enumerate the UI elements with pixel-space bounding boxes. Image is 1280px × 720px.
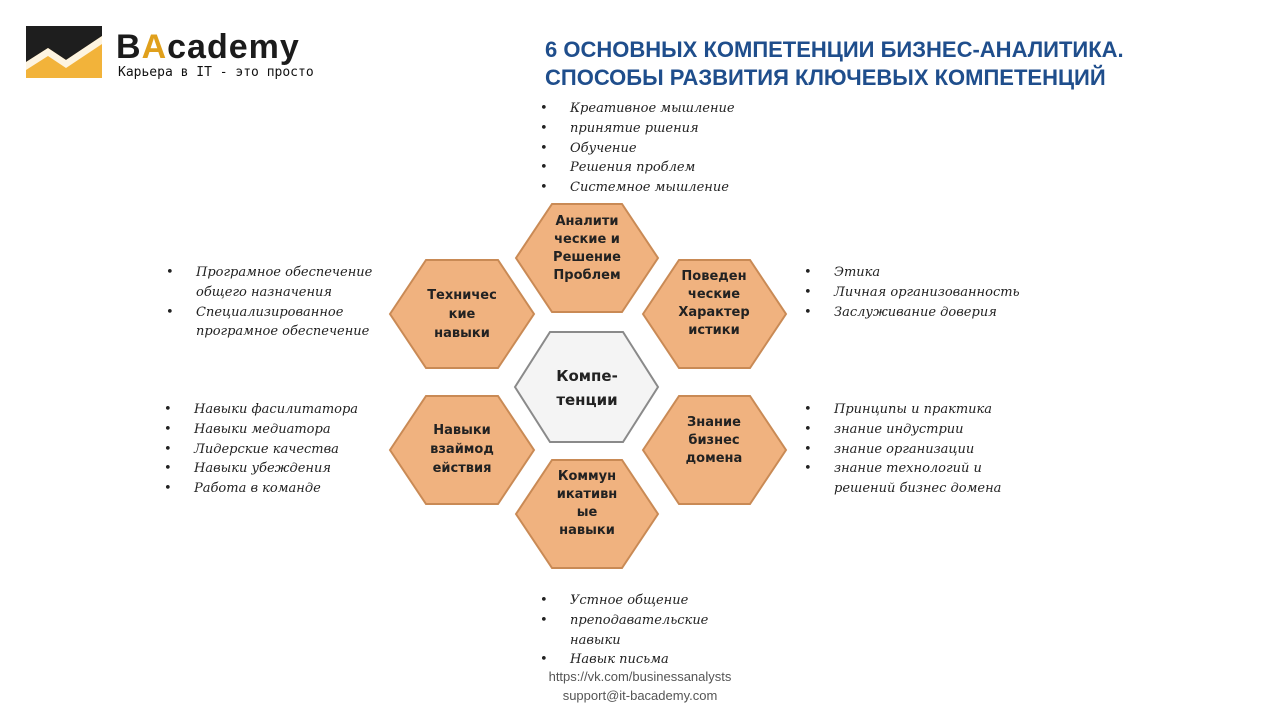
list-item: • Навык письма <box>570 650 750 670</box>
hex-behavior <box>643 260 786 368</box>
hex-analytic-line: Аналити <box>555 214 619 229</box>
list-technical <box>162 263 396 342</box>
hex-interaction-line: ействия <box>432 461 492 476</box>
list-item: • Навыки убеждения <box>194 459 434 479</box>
list-item: • Работа в команде <box>194 479 434 499</box>
list-item: • преподавательские навыки <box>570 611 750 651</box>
list-item: • знание индустрии <box>834 420 1044 440</box>
hex-technical-line: Техничес <box>427 288 497 303</box>
list-item: • Принципы и практика <box>834 400 1044 420</box>
list-item: • Личная организованность <box>834 283 1114 303</box>
hex-behavior-line: Поведен <box>681 269 747 284</box>
list-item: • Лидерские качества <box>194 440 434 460</box>
list-item: • Системное мышление <box>570 178 850 198</box>
list-item: • принятие ршения <box>570 119 850 139</box>
hex-interaction-line: взаймод <box>430 442 494 457</box>
list-item: • Решения проблем <box>570 158 850 178</box>
hex-analytic-line: ческие и <box>554 232 620 247</box>
logo-tagline: Карьера в IT - это просто <box>118 65 314 80</box>
list-item: • Специализированное програмное обеспечение <box>196 303 396 343</box>
list-item: • Заслуживание доверия <box>834 303 1114 323</box>
hex-technical <box>390 260 534 368</box>
hex-domain-line: домена <box>685 451 743 466</box>
hex-analytic-line: Проблем <box>553 268 621 283</box>
hex-technical-line: навыки <box>434 326 490 341</box>
list-interaction <box>160 400 434 499</box>
list-behavior <box>800 263 1114 322</box>
center-line-2: тенции <box>556 391 618 409</box>
hex-communication-line: навыки <box>559 523 615 538</box>
hex-behavior-line: ческие <box>687 287 741 302</box>
list-item: • Креативное мышление <box>570 99 850 119</box>
hex-domain-line: бизнес <box>688 433 740 448</box>
list-item: • Устное общение <box>570 591 750 611</box>
list-item: • Навыки фасилитатора <box>194 400 434 420</box>
hex-communication-line: ые <box>576 505 598 520</box>
hex-communication-line: Коммун <box>557 469 617 484</box>
list-analytic <box>536 99 850 198</box>
list-item: • Этика <box>834 263 1114 283</box>
list-item: • знание технологий и решений бизнес домена <box>834 459 1044 499</box>
hex-center <box>515 332 658 442</box>
list-communication <box>536 591 750 670</box>
hex-technical-line: кие <box>448 307 476 322</box>
hex-analytic <box>516 204 658 312</box>
hex-interaction-line: Навыки <box>433 423 491 438</box>
footer-url[interactable]: https://vk.com/businessanalysts <box>548 669 732 684</box>
hex-domain <box>643 396 786 504</box>
hex-communication <box>516 460 658 568</box>
list-item: • Програмное обеспечение общего назначения <box>196 263 396 303</box>
title-line-1: 6 ОСНОВНЫХ КОМПЕТЕНЦИИ БИЗНЕС-АНАЛИТИКА. <box>545 37 1124 62</box>
list-item: • знание организации <box>834 440 1044 460</box>
hex-analytic-line: Решение <box>553 250 621 265</box>
title-line-2: СПОСОБЫ РАЗВИТИЯ КЛЮЧЕВЫХ КОМПЕТЕНЦИЙ <box>545 65 1106 90</box>
list-item: • Навыки медиатора <box>194 420 434 440</box>
hex-behavior-line: истики <box>688 323 740 338</box>
list-domain <box>800 400 1044 499</box>
logo-brand: BAcademy <box>116 28 300 66</box>
list-item: • Обучение <box>570 139 850 159</box>
center-line-1: Компе- <box>556 367 618 385</box>
hex-behavior-line: Характер <box>678 305 750 320</box>
footer-email[interactable]: support@it-bacademy.com <box>562 688 718 703</box>
hex-domain-line: Знание <box>687 415 741 430</box>
hex-communication-line: икативн <box>556 487 618 502</box>
